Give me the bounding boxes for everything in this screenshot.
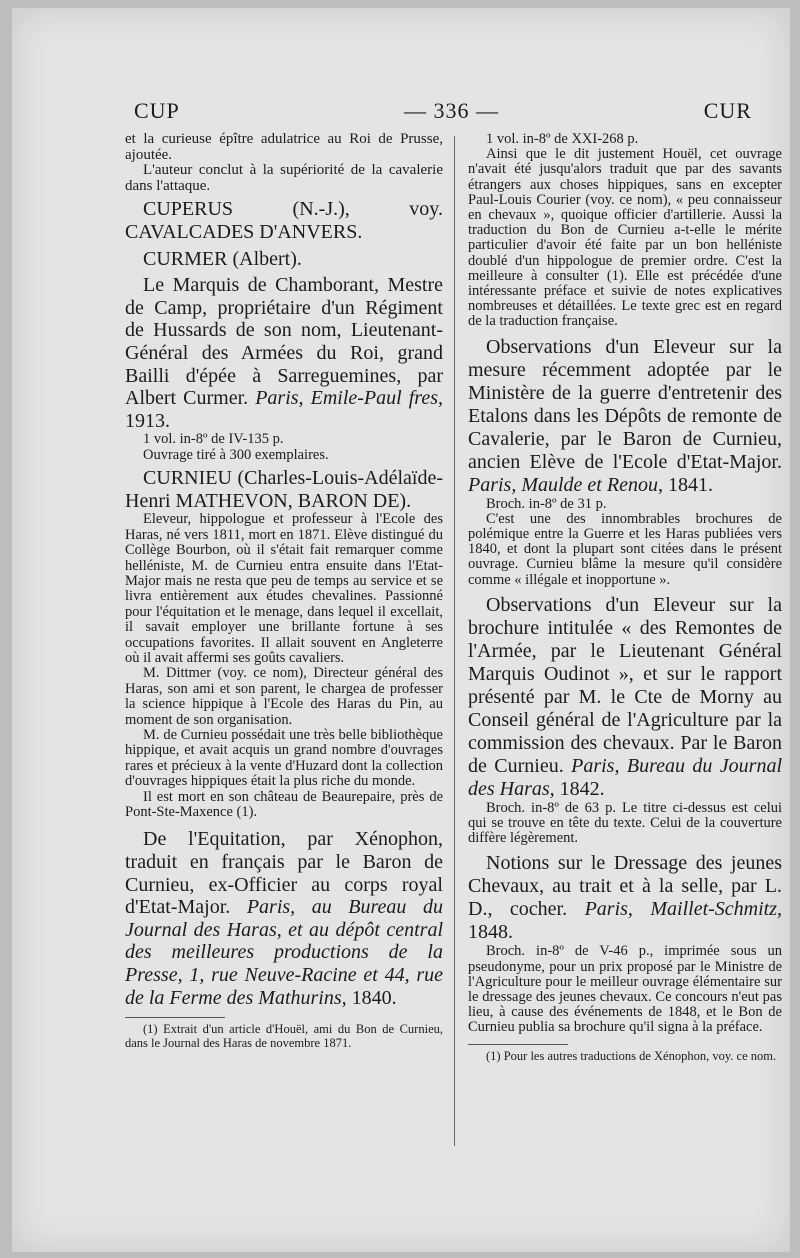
- footnote-rule: [468, 1044, 568, 1045]
- column-divider: [454, 136, 455, 1146]
- right-column: [468, 132, 782, 1063]
- print-run-note: Ouvrage tiré à 300 exemplaires.: [143, 446, 329, 463]
- book-title-chamborant: Le Marquis de Chamborant, Mestre de Camp, propriétaire d'un Régiment de Hussards de son nom, Lieutenant-Général des Armées du Roi, grand Bailli d'épée à Sarreguemines, par Albert Curmer. Paris, Emile-Paul fres, 1913.: [125, 274, 443, 432]
- biography-paragraph: Il est mort en son château de Beaurepaire, près de Pont-Ste-Maxence (1).: [125, 788, 443, 821]
- header-left-word: CUP: [134, 98, 180, 123]
- book-title-equitation: De l'Equitation, par Xénophon, traduit en français par le Baron de Curnieu, ex-Officier au corps royal d'Etat-Major. Paris, au Bureau du Journal des Haras, et au dépôt central des meilleures productions de la Presse, 1, rue Neuve-Racine et 44, rue de la Ferme des Mathurins, 1840.: [125, 828, 444, 1009]
- footnote: (1) Extrait d'un article d'Houël, ami du Bon de Curnieu, dans le Journal des Haras de novembre 1871.: [125, 1022, 443, 1051]
- running-header: [134, 98, 752, 128]
- entry-heading-curnieu: CURNIEU (Charles-Louis-Adélaïde-Henri MATHEVON, BARON DE).: [125, 467, 443, 512]
- book-page: [12, 8, 790, 1252]
- biography-paragraph: M. Dittmer (voy. ce nom), Directeur général des Haras, son ami et son parent, le chargea de professer la science hippique à l'Ecole des Haras du Pin, au moment de son organisation.: [125, 665, 443, 728]
- page-number: — 336 —: [404, 98, 499, 123]
- biography-paragraph: M. de Curnieu possédait une très belle bibliothèque hippique, et avait acquis un grand nombre d'ouvrages rares et précieux à la vente d'Huzard dont la collection d'ouvrages hippiques était la plus riche du monde.: [125, 727, 443, 790]
- footnote: (1) Pour les autres traductions de Xénophon, voy. ce nom.: [486, 1048, 777, 1063]
- commentary-paragraph: Broch. in-8º de V-46 p., imprimée sous un pseudonyme, pour un prix proposé par le Ministre de l'Agriculture pour le meilleur ouvrage élémentaire sur le dressage des jeunes chevaux. Ce concours n'eut pas lieu, à cause des événements de 1848, et le Bon de Curnieu publia sa brochure qu'il signa à la préface.: [468, 943, 782, 1036]
- left-column: [125, 132, 443, 1050]
- paragraph: et la curieuse épître adulatrice au Roi de Prusse, ajoutée.: [125, 131, 443, 163]
- footnote-rule: [125, 1017, 225, 1018]
- brochure-info: Broch. in-8º de 31 p.: [486, 495, 607, 512]
- paragraph: L'auteur conclut à la supériorité de la cavalerie dans l'attaque.: [125, 162, 443, 194]
- entry-heading-cuperus: CUPERUS (N.-J.), voy. CAVALCADES D'ANVERS.: [125, 198, 443, 243]
- commentary-paragraph: Ainsi que le dit justement Houël, cet ouvrage n'avait été jusqu'alors traduit que par des savants étrangers aux choses hippiques, sans en excepter Paul-Louis Courier (voy. ce nom), « peu connaisseur en chevaux », quoique officier d'artillerie. Aussi la traduction du Bon de Curnieu a-t-elle le mérite particulier d'avoir été faite par un bon helléniste doublé d'un hippologue de premier ordre. C'est la meilleure à consulter (1). Elle est précédée d'une intéressante préface et suivie de notes explicatives nombreuses et détaillées. Le texte grec est en regard de la traduction française.: [468, 146, 782, 330]
- commentary-paragraph: C'est une des innombrables brochures de polémique entre la Guerre et les Haras publiées vers 1840, et dont la plupart sont citées dans le présent ouvrage. Curnieu blâme la mesure qu'il considère comme « illégale et inopportune ».: [468, 510, 782, 588]
- header-right-word: CUR: [703, 98, 752, 123]
- entry-heading-curmer: CURMER (Albert).: [143, 247, 302, 270]
- book-title-observations-2: Observations d'un Eleveur sur la brochure intitulée « des Remontes de l'Armée, par le Lieutenant Général Marquis Oudinot », et sur le rapport présenté par M. le Cte de Morny au Conseil général de l'Agriculture par la commission des chevaux. Par le Baron de Curnieu. Paris, Bureau du Journal des Haras, 1842.: [468, 593, 783, 800]
- book-title-notions: Notions sur le Dressage des jeunes Chevaux, au trait et à la selle, par L. D., cocher. Paris, Maillet-Schmitz, 1848.: [468, 852, 783, 944]
- brochure-info: Broch. in-8º de 63 p. Le titre ci-dessus est celui qui se trouve en tête du texte. Celui de la couverture diffère légèrement.: [468, 799, 782, 847]
- volume-info: 1 vol. in-8º de XXI-268 p.: [486, 131, 639, 147]
- volume-info: 1 vol. in-8º de IV-135 p.: [143, 431, 284, 448]
- book-title-observations-1: Observations d'un Eleveur sur la mesure récemment adoptée par le Ministère de la guerre d'entretenir des Etalons dans les Dépôts de remonte de Cavalerie, par le Baron de Curnieu, ancien Elève de l'Ecole d'Etat-Major. Paris, Maulde et Renou, 1841.: [468, 335, 782, 496]
- biography-paragraph: Eleveur, hippologue et professeur à l'Ecole des Haras, né vers 1811, mort en 1871. Elève distingué du Collège Bourbon, où il s'était fait remarquer comme helléniste, M. de Curnieu entra ensuite dans l'Etat-Major mais ne resta que peu de temps au service et se livra entièrement aux études chevalines. Passionné pour l'équitation et le menage, dans lequel il excellait, il savait employer une brillante fortune à ses occupations favorites. Il allait souvent en Angleterre où il avait affermi ses goûts cavaliers.: [125, 511, 443, 666]
